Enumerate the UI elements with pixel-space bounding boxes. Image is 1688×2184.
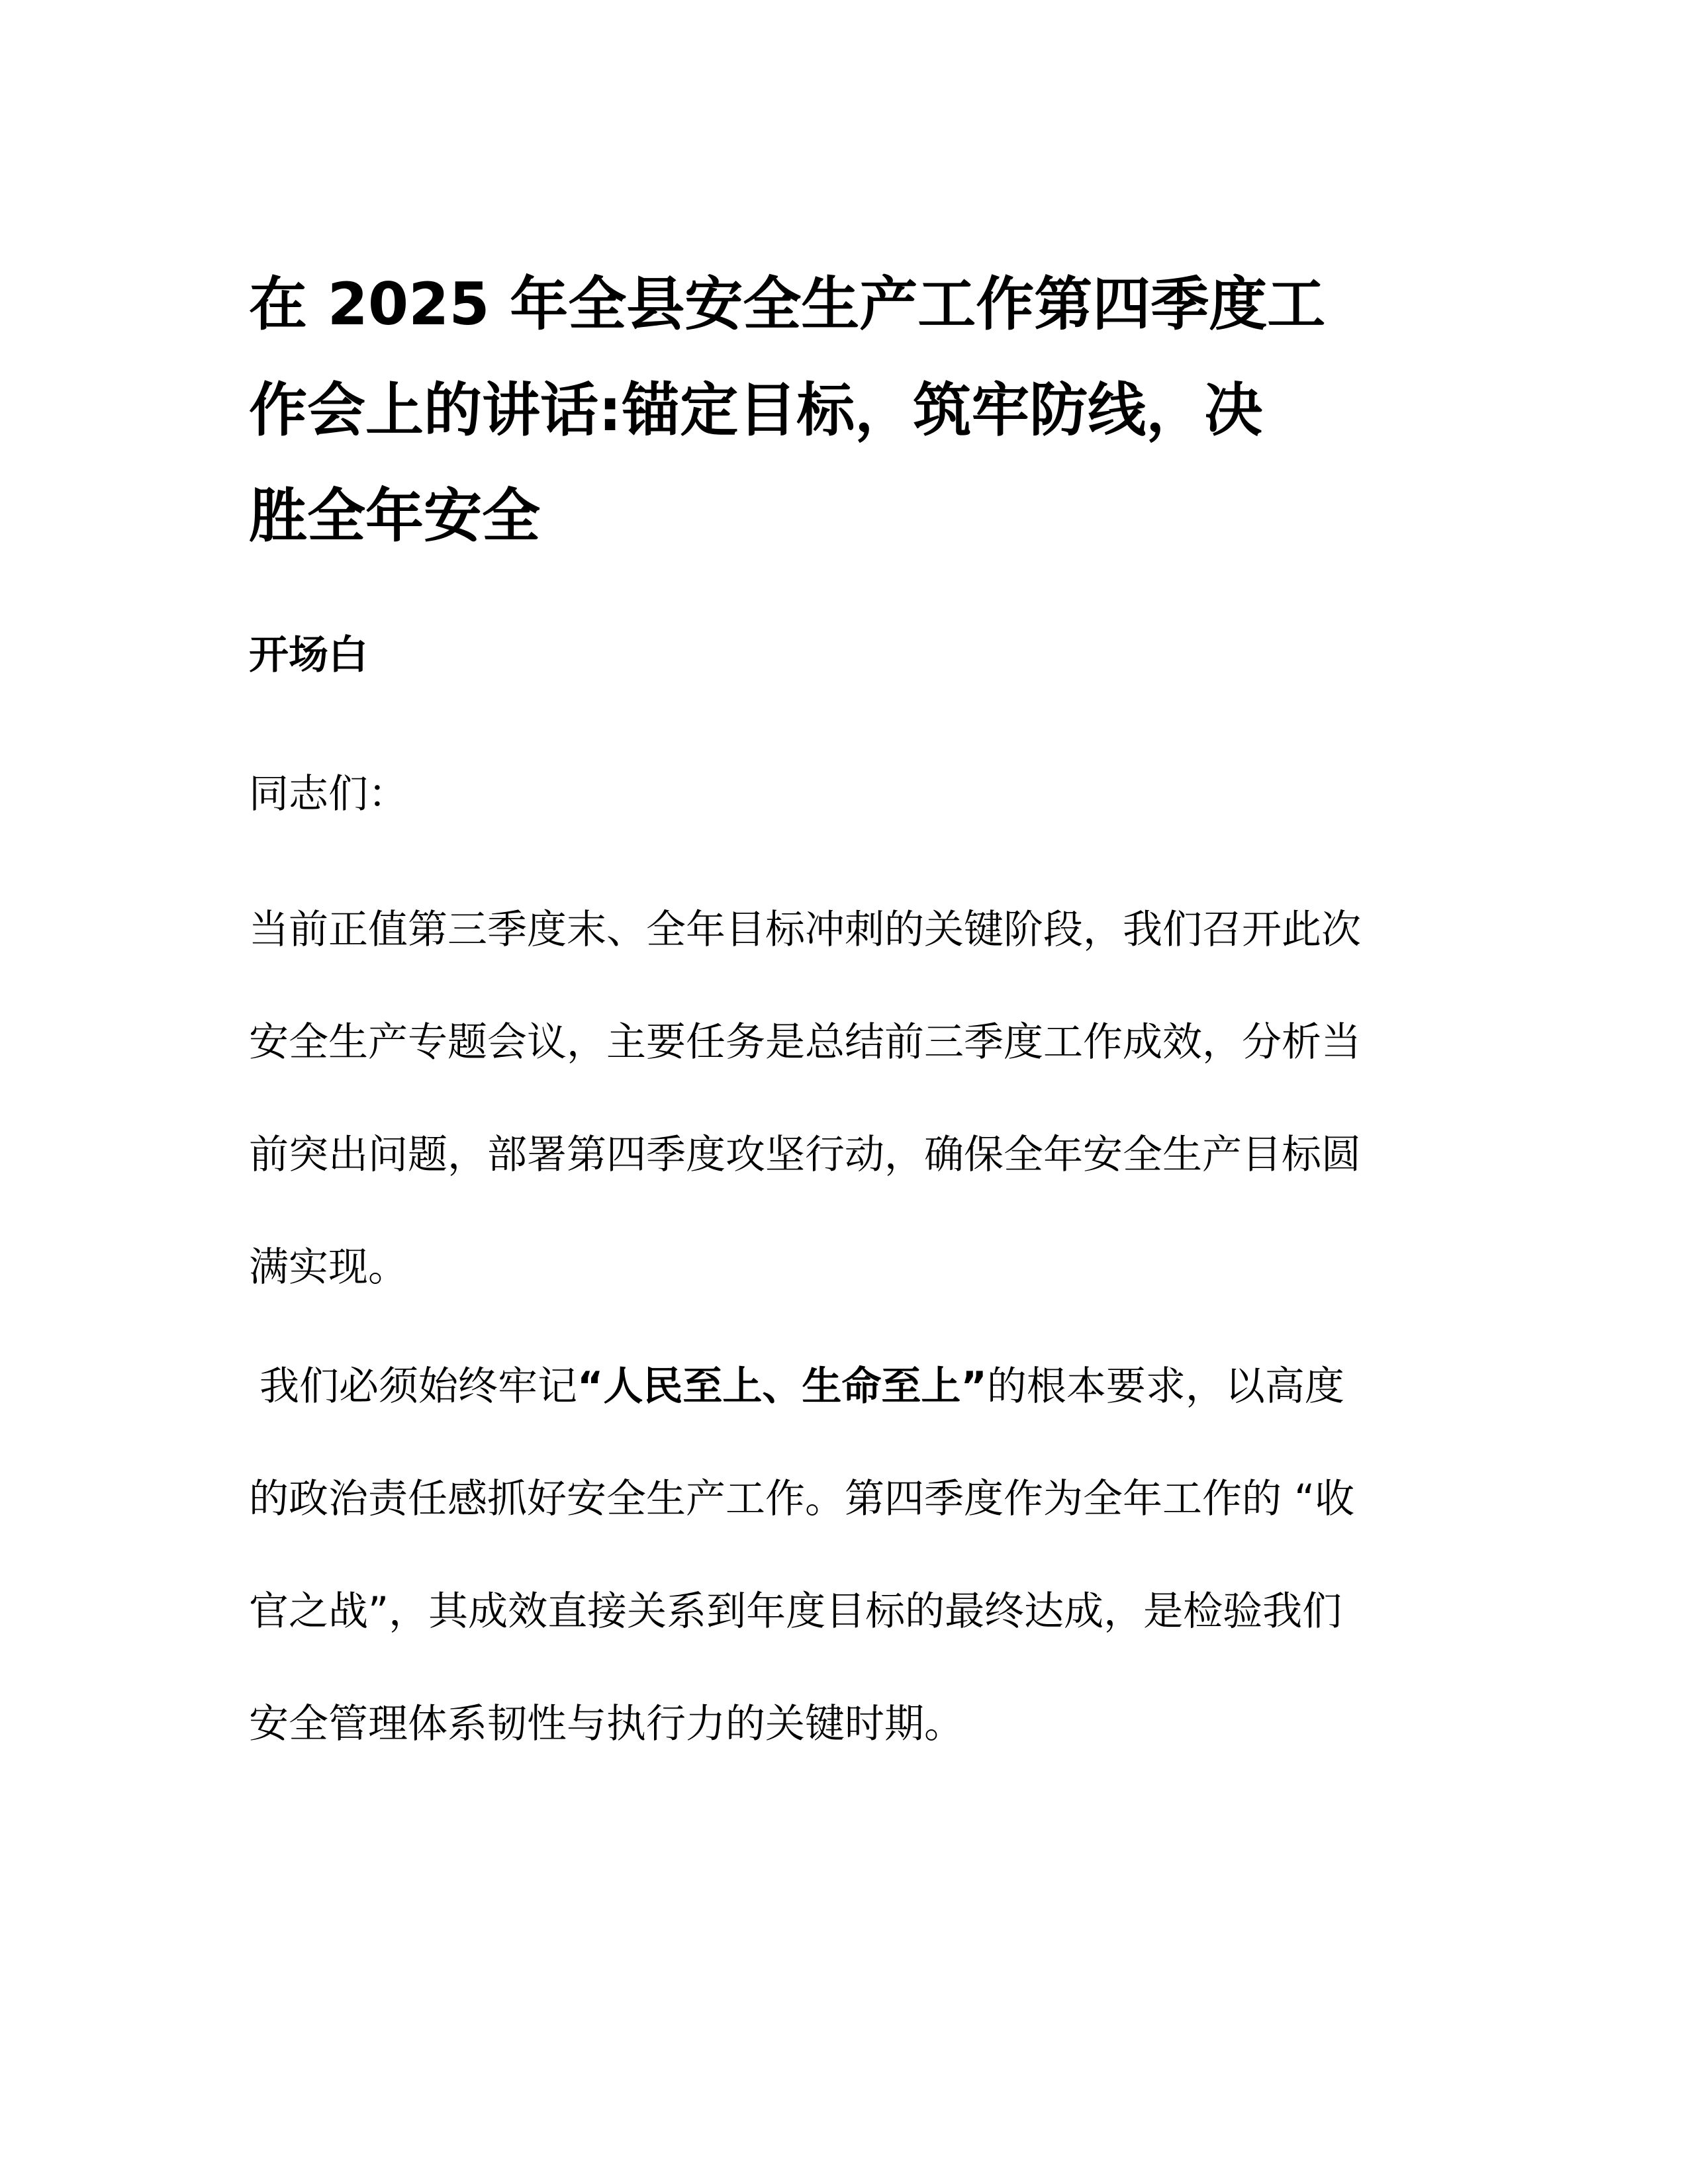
title-line: 胜全年安全	[249, 482, 541, 550]
title-line: 在 2025 年全县安全生产工作第四季度工	[249, 270, 1326, 338]
paragraph-line: 前突出问题，部署第四季度攻坚行动，确保全年安全生产目标圆	[249, 1132, 1361, 1178]
paragraph-line	[249, 1330, 1454, 1443]
paragraph-line: 官之战”，其成效直接关系到年度目标的最终达成，是检验我们	[249, 1588, 1342, 1635]
salutation: 同志们：	[249, 771, 408, 817]
paragraph-text: 我们必须始终牢记	[259, 1363, 577, 1410]
paragraph-text: 的根本要求，以高度	[986, 1363, 1344, 1410]
paragraph-line: 安全管理体系韧性与执行力的关键时期。	[249, 1701, 964, 1747]
paragraph-line: 的政治责任感抓好安全生产工作。第四季度作为全年工作的 “收	[249, 1476, 1355, 1522]
emphasis-quote: “人民至上、生命至上”	[577, 1363, 987, 1410]
paragraph-1	[249, 874, 1454, 1324]
section-heading: 开场白	[249, 632, 368, 678]
title-line: 作会上的讲话:锚定目标，筑牢防线，决	[249, 376, 1263, 444]
paragraph-2	[249, 1330, 1454, 1780]
document-title	[249, 251, 1454, 569]
paragraph-line: 安全生产专题会议，主要任务是总结前三季度工作成效，分析当	[249, 1019, 1361, 1066]
paragraph-line: 满实现。	[249, 1244, 408, 1291]
paragraph-line: 当前正值第三季度末、全年目标冲刺的关键阶段，我们召开此次	[249, 907, 1361, 953]
